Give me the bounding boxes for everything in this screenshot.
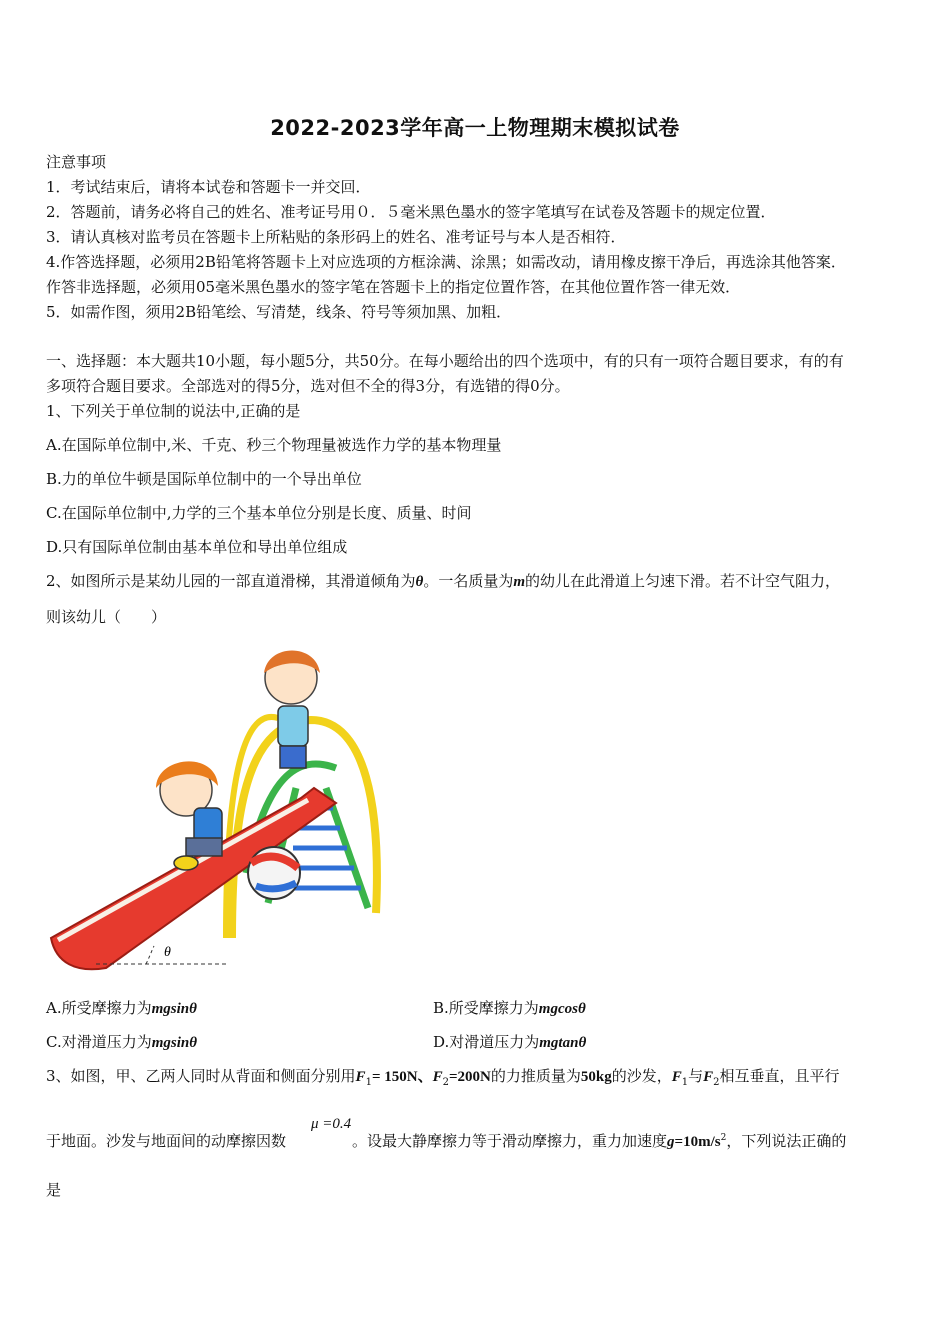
notice-item: 1．考试结束后，请将本试卷和答题卡一并交回． — [46, 178, 371, 196]
force-symbol: F — [703, 1069, 714, 1085]
q2-mass-var: m — [513, 574, 526, 590]
theta-label: θ — [164, 945, 171, 960]
q2-text: 的幼儿在此滑道上匀速下滑。若不计空气阻力， — [525, 572, 841, 590]
friction-coefficient: μ =0.4 — [311, 1116, 352, 1132]
question-2-option-d — [433, 1032, 586, 1053]
option-expression: mgtanθ — [539, 1035, 587, 1051]
force-symbol: F — [671, 1069, 682, 1085]
superscript: 2 — [720, 1133, 727, 1143]
question-1-option-b: B.力的单位牛顿是国际单位制中的一个导出单位 — [46, 470, 362, 488]
option-text: B.所受摩擦力为 — [433, 999, 539, 1017]
force-value: = 150N、 — [371, 1069, 433, 1085]
gravity-symbol: g — [667, 1134, 675, 1150]
q3-text: 的沙发， — [611, 1067, 672, 1085]
notice-item: 4.作答选择题，必须用2B铅笔将答题卡上对应选项的方框涂满、涂黑；如需改动，请用橡皮擦干净后，再选涂其他答案． — [46, 253, 846, 271]
question-3-stem-line2 — [46, 1128, 846, 1152]
notice-item: 作答非选择题，必须用05毫米黑色墨水的签字笔在答题卡上的指定位置作答，在其他位置作答一律无效． — [46, 278, 741, 296]
option-text: D.对滑道压力为 — [433, 1033, 540, 1051]
force-symbol: F — [432, 1069, 443, 1085]
slide-illustration — [46, 638, 386, 973]
subscript: 1 — [681, 1077, 689, 1088]
gravity-value: =10m/s — [674, 1134, 721, 1150]
notice-heading: 注意事项 — [46, 153, 107, 171]
option-text: C.对滑道压力为 — [46, 1033, 152, 1051]
question-2-option-b — [433, 998, 586, 1019]
option-expression: mgsinθ — [151, 1035, 198, 1051]
option-expression: mgcosθ — [538, 1001, 586, 1017]
notice-item: 3．请认真核对监考员在答题卡上所粘贴的条形码上的姓名、准考证号与本人是否相符． — [46, 228, 626, 246]
q3-text: 。设最大静摩擦力等于滑动摩擦力，重力加速度 — [352, 1132, 668, 1150]
page-title: 2022-2023学年高一上物理期末模拟试卷 — [270, 116, 680, 140]
q3-text: 与 — [688, 1067, 704, 1085]
notice-item: 5．如需作图，须用2B铅笔绘、写清楚，线条、符号等须加黑、加粗． — [46, 303, 512, 321]
question-1-option-a: A.在国际单位制中,米、千克、秒三个物理量被选作力学的基本物理量 — [46, 436, 502, 454]
notice-item: 2．答题前，请务必将自己的姓名、准考证号用０．５毫米黑色墨水的签字笔填写在试卷及答题卡的规定位置． — [46, 203, 776, 221]
question-2-option-c — [46, 1032, 197, 1053]
subscript: 2 — [442, 1077, 449, 1088]
question-1-stem: 1、下列关于单位制的说法中,正确的是 — [46, 402, 301, 420]
force-symbol: F — [355, 1069, 366, 1085]
q3-text: 相互垂直，且平行 — [719, 1067, 840, 1085]
section-instructions-line2: 多项符合题目要求。全部选对的得5分，选对但不全的得3分，有选错的得0分。 — [46, 377, 570, 395]
option-expression: mgsinθ — [151, 1001, 197, 1017]
q2-text: 2、如图所示是某幼儿园的一部直道滑梯，其滑道倾角为 — [46, 572, 416, 590]
q3-text: 3、如图，甲、乙两人同时从背面和侧面分别用 — [46, 1067, 356, 1085]
question-1-option-c: C.在国际单位制中,力学的三个基本单位分别是长度、质量、时间 — [46, 504, 472, 522]
subscript: 2 — [713, 1077, 720, 1088]
q2-theta: θ — [415, 574, 424, 590]
question-1-option-d: D.只有国际单位制由基本单位和导出单位组成 — [46, 538, 348, 556]
mass-value: 50kg — [580, 1069, 612, 1085]
question-3-stem-line3: 是 — [46, 1181, 62, 1199]
q3-text: ，下列说法正确的 — [726, 1132, 847, 1150]
section-instructions-line1: 一、选择题：本大题共10小题，每小题5分，共50分。在每小题给出的四个选项中，有的只有一项符合题目要求，有的有 — [46, 352, 844, 370]
question-2-stem — [46, 571, 840, 592]
question-3-stem-line1 — [46, 1066, 840, 1093]
question-2-option-a — [46, 998, 197, 1019]
subscript: 1 — [365, 1077, 372, 1088]
q3-text: 于地面。沙发与地面间的动摩擦因数 — [46, 1132, 287, 1150]
force-value: =200N — [448, 1069, 491, 1085]
q2-text: 。一名质量为 — [423, 572, 514, 590]
q3-text: 的力推质量为 — [490, 1067, 581, 1085]
question-2-stem-line2: 则该幼儿（ ） — [46, 608, 167, 626]
option-text: A.所受摩擦力为 — [46, 999, 152, 1017]
